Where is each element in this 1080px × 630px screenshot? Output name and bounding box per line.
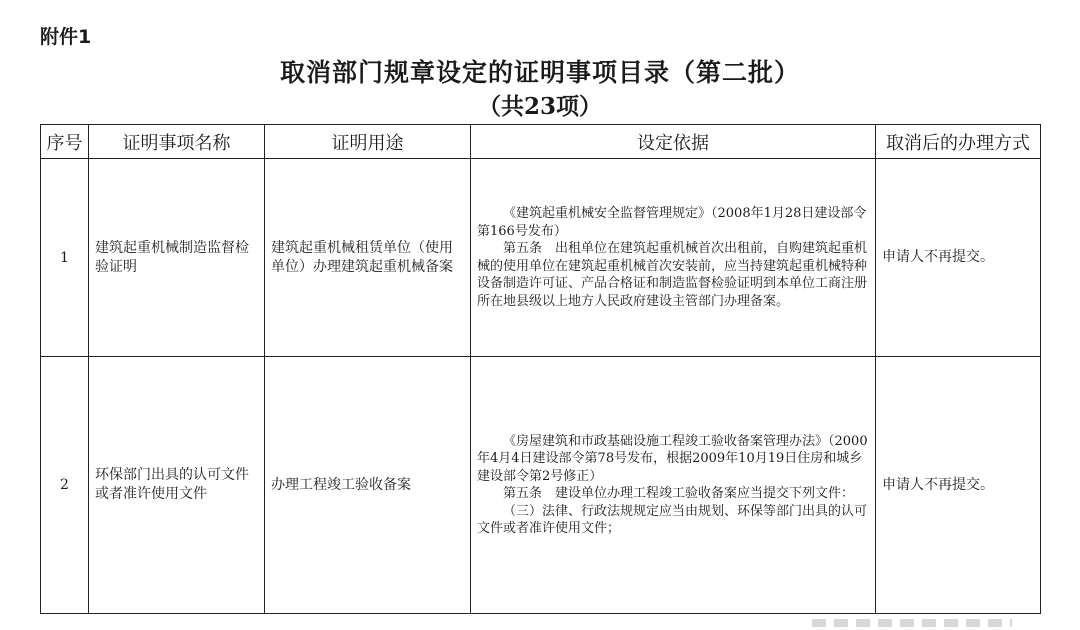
certificate-catalog-table [40, 124, 1041, 614]
table-row [41, 159, 1041, 357]
document-title: 取消部门规章设定的证明事项目录（第二批） [279, 58, 800, 87]
table-header-row [41, 125, 1041, 159]
header-after: 取消后的办理方式 [876, 125, 1041, 159]
row-after: 申请人不再提交。 [876, 357, 1041, 614]
attachment-label: 附件1 [40, 26, 92, 48]
header-seq: 序号 [41, 125, 89, 159]
row-after: 申请人不再提交。 [876, 159, 1041, 357]
basis-paragraph: （三）法律、行政法规规定应当由规划、环保等部门出具的认可文件或者准许使用文件； [477, 503, 868, 536]
basis-paragraph: 《房屋建筑和市政基础设施工程竣工验收备案管理办法》（2000年4月4日建设部令第78号发布，根据2009年10月19日住房和城乡建设部令第2号修正） [477, 433, 868, 484]
row-basis [471, 357, 876, 614]
row-purpose: 建筑起重机械租赁单位（使用单位）办理建筑起重机械备案 [265, 159, 471, 357]
basis-paragraph: 第五条 出租单位在建筑起重机械首次出租前，自购建筑起重机械的使用单位在建筑起重机械首次安装前，应当持建筑起重机械特种设备制造许可证、产品合格证和制造监督检验证明到本单位工商注册所在地县级以上地方人民政府建设主管部门办理备案。 [477, 241, 868, 309]
header-basis: 设定依据 [471, 125, 876, 159]
basis-paragraph: 《建筑起重机械安全监督管理规定》（2008年1月28日建设部令第166号发布） [477, 206, 867, 239]
document-subtitle: （共23项） [477, 93, 602, 120]
table-row [41, 357, 1041, 614]
basis-paragraph: 第五条 建设单位办理工程竣工验收备案应当提交下列文件： [503, 486, 855, 501]
row-name: 建筑起重机械制造监督检验证明 [89, 159, 265, 357]
header-purpose: 证明用途 [265, 125, 471, 159]
row-purpose: 办理工程竣工验收备案 [265, 357, 471, 614]
row-basis [471, 159, 876, 357]
row-seq: 2 [41, 357, 89, 614]
row-name: 环保部门出具的认可文件或者准许使用文件 [89, 357, 265, 614]
header-name: 证明事项名称 [89, 125, 265, 159]
faint-watermark [812, 619, 1012, 627]
row-seq: 1 [41, 159, 89, 357]
